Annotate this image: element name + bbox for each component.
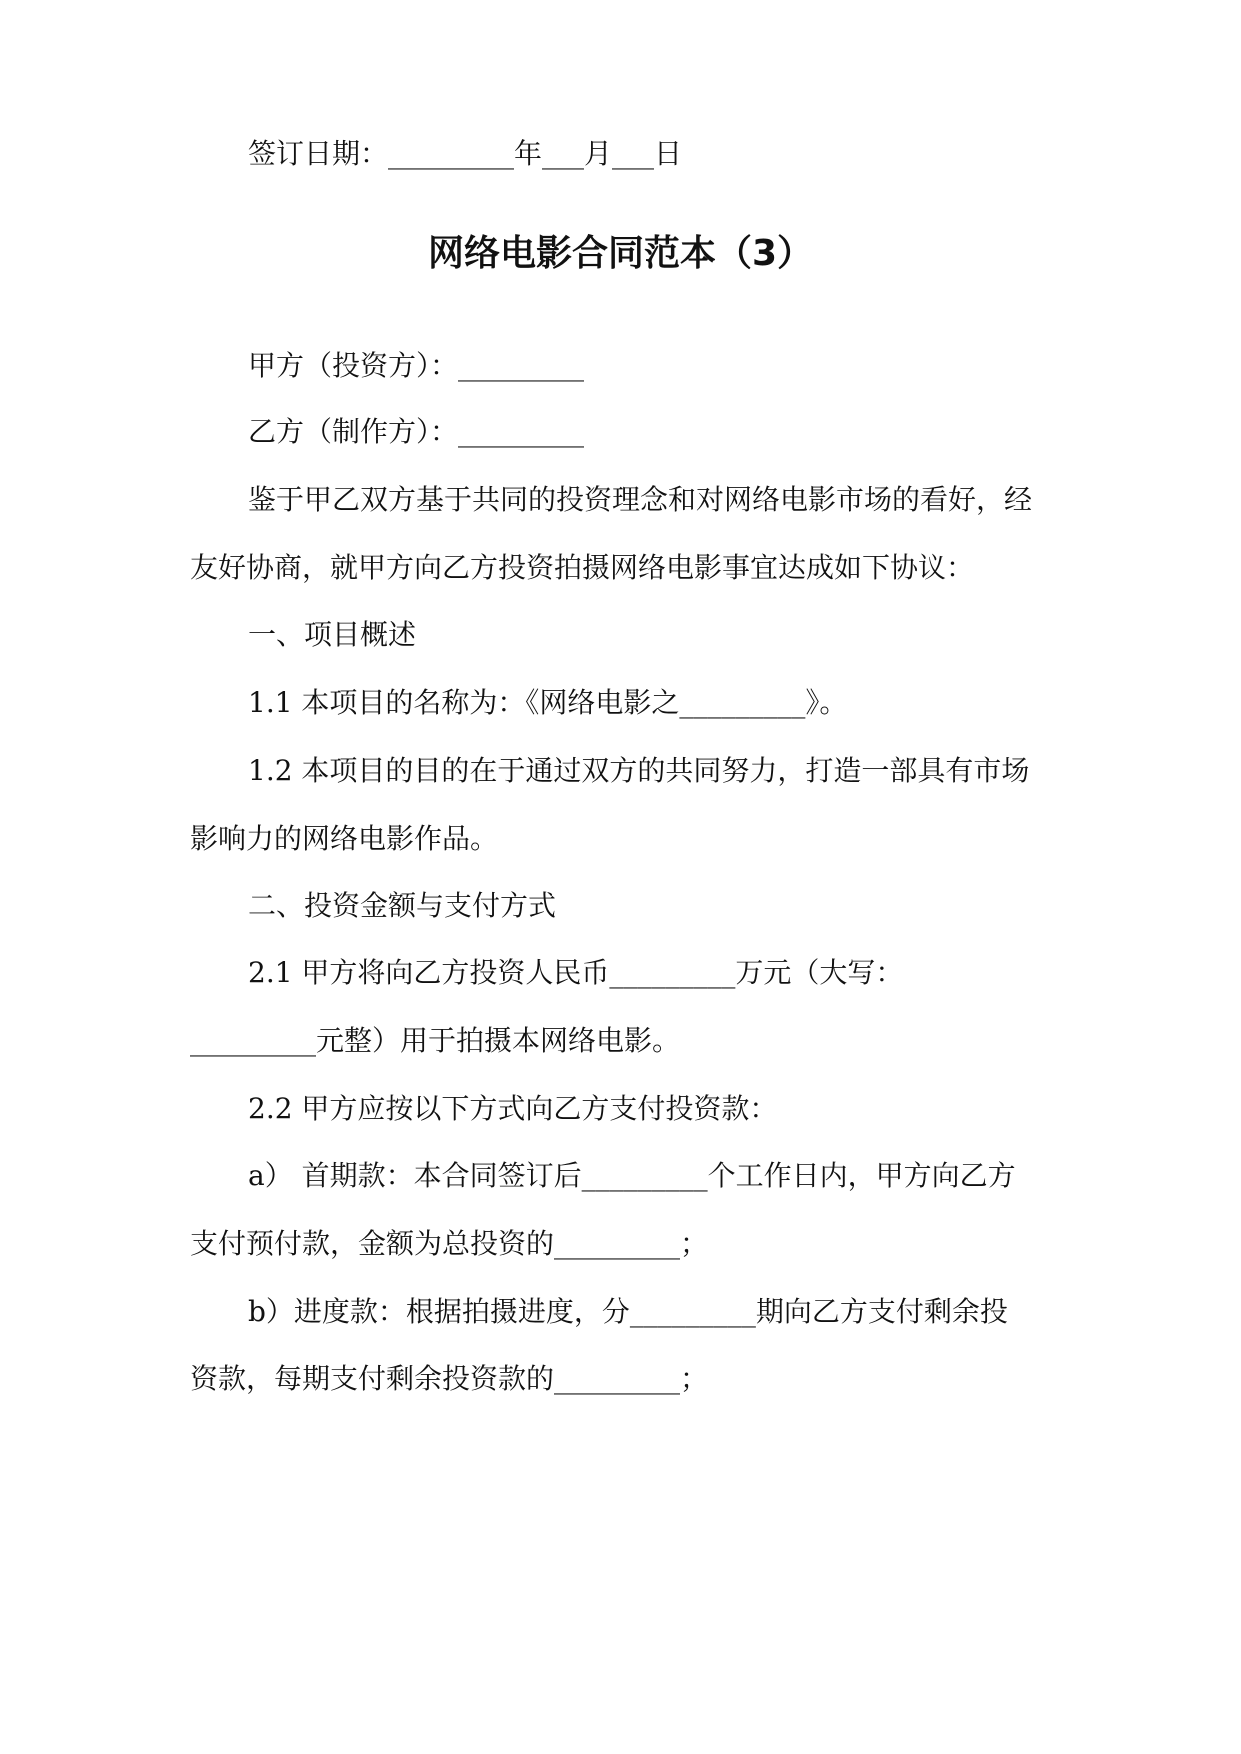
clause-1-1: 1.1 本项目的名称为：《网络电影之_________》。 [248, 686, 848, 719]
item-b-line-2: 资款，每期支付剩余投资款的_________； [190, 1362, 709, 1395]
signing-date-line: 签订日期：_________年___月___日 [248, 137, 683, 170]
preamble-line-2: 友好协商，就甲方向乙方投资拍摄网络电影事宜达成如下协议： [190, 551, 975, 584]
clause-1-2-line-2: 影响力的网络电影作品。 [190, 822, 499, 855]
document-title: 网络电影合同范本（3） [427, 233, 814, 274]
clause-2-1-line-1: 2.1 甲方将向乙方投资人民币_________万元（大写： [248, 956, 904, 989]
clause-2-2: 2.2 甲方应按以下方式向乙方支付投资款： [248, 1092, 778, 1125]
section-2-heading: 二、投资金额与支付方式 [248, 889, 557, 922]
party-a-line: 甲方（投资方）：_________ [248, 349, 585, 382]
section-1-heading: 一、项目概述 [248, 618, 417, 651]
item-a-line-2: 支付预付款，金额为总投资的_________； [190, 1227, 709, 1260]
clause-1-2-line-1: 1.2 本项目的目的在于通过双方的共同努力，打造一部具有市场 [248, 754, 1030, 787]
party-b-line: 乙方（制作方）：_________ [248, 415, 585, 448]
clause-2-1-line-2: _________元整）用于拍摄本网络电影。 [190, 1024, 681, 1057]
preamble-line-1: 鉴于甲乙双方基于共同的投资理念和对网络电影市场的看好，经 [248, 483, 1033, 516]
item-a-line-1: a） 首期款：本合同签订后_________个工作日内，甲方向乙方 [248, 1159, 1016, 1192]
item-b-line-1: b）进度款：根据拍摄进度，分_________期向乙方支付剩余投 [248, 1295, 1008, 1328]
